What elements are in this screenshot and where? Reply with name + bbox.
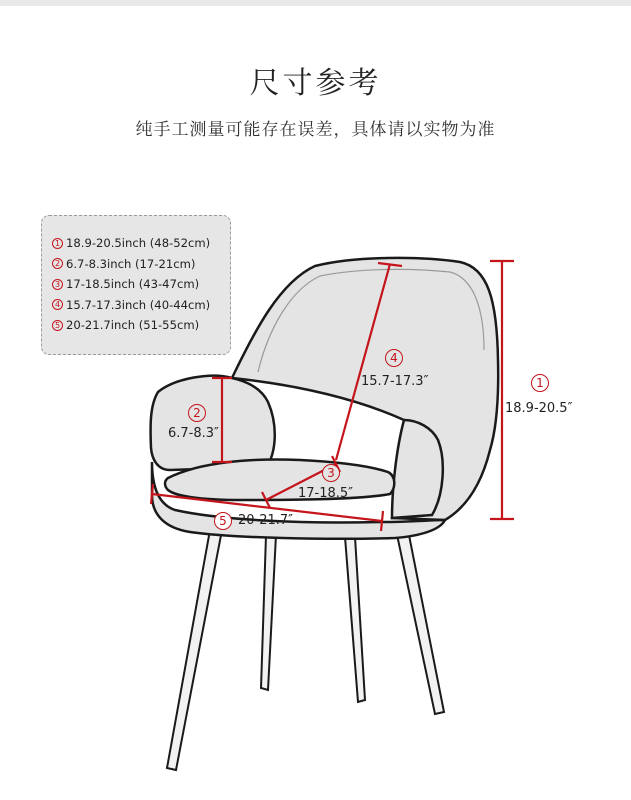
legend-text-5: 20-21.7inch (51-55cm) bbox=[66, 318, 200, 333]
m3-number: 3 bbox=[322, 464, 340, 482]
legend-number-5: 5 bbox=[52, 320, 63, 331]
legend-number-2: 2 bbox=[52, 258, 63, 269]
legend-text-3: 17-18.5inch (43-47cm) bbox=[66, 277, 200, 292]
page-subtitle: 纯手工测量可能存在误差，具体请以实物为准 bbox=[135, 120, 496, 140]
leg-back-left bbox=[261, 535, 276, 690]
leg-front-left bbox=[167, 530, 222, 770]
m1-label: 18.9-20.5″ bbox=[505, 401, 573, 416]
leg-back-right bbox=[345, 537, 365, 702]
m3-label: 17-18.5″ bbox=[298, 486, 354, 501]
leg-front-right bbox=[396, 530, 444, 714]
legend-text-2: 6.7-8.3inch (17-21cm) bbox=[66, 256, 196, 271]
legend-number-3: 3 bbox=[52, 279, 63, 290]
m2-label: 6.7-8.3″ bbox=[168, 426, 219, 441]
page-title: 尺寸参考 bbox=[249, 66, 382, 101]
m2-number: 2 bbox=[188, 404, 206, 422]
legend-number-4: 4 bbox=[52, 299, 63, 310]
legend-number-1: 1 bbox=[52, 238, 63, 249]
chair-legs bbox=[167, 530, 444, 770]
m4-number: 4 bbox=[385, 349, 403, 367]
m4-label: 15.7-17.3″ bbox=[361, 374, 429, 389]
chair-right-arm bbox=[392, 420, 443, 518]
legend-text-1: 18.9-20.5inch (48-52cm) bbox=[66, 236, 211, 251]
chair-left-arm bbox=[151, 376, 275, 470]
m5-number: 5 bbox=[214, 512, 232, 530]
m5-label: 20-21.7″ bbox=[238, 513, 294, 528]
legend-text-4: 15.7-17.3inch (40-44cm) bbox=[66, 297, 211, 312]
m1-number: 1 bbox=[531, 374, 549, 392]
